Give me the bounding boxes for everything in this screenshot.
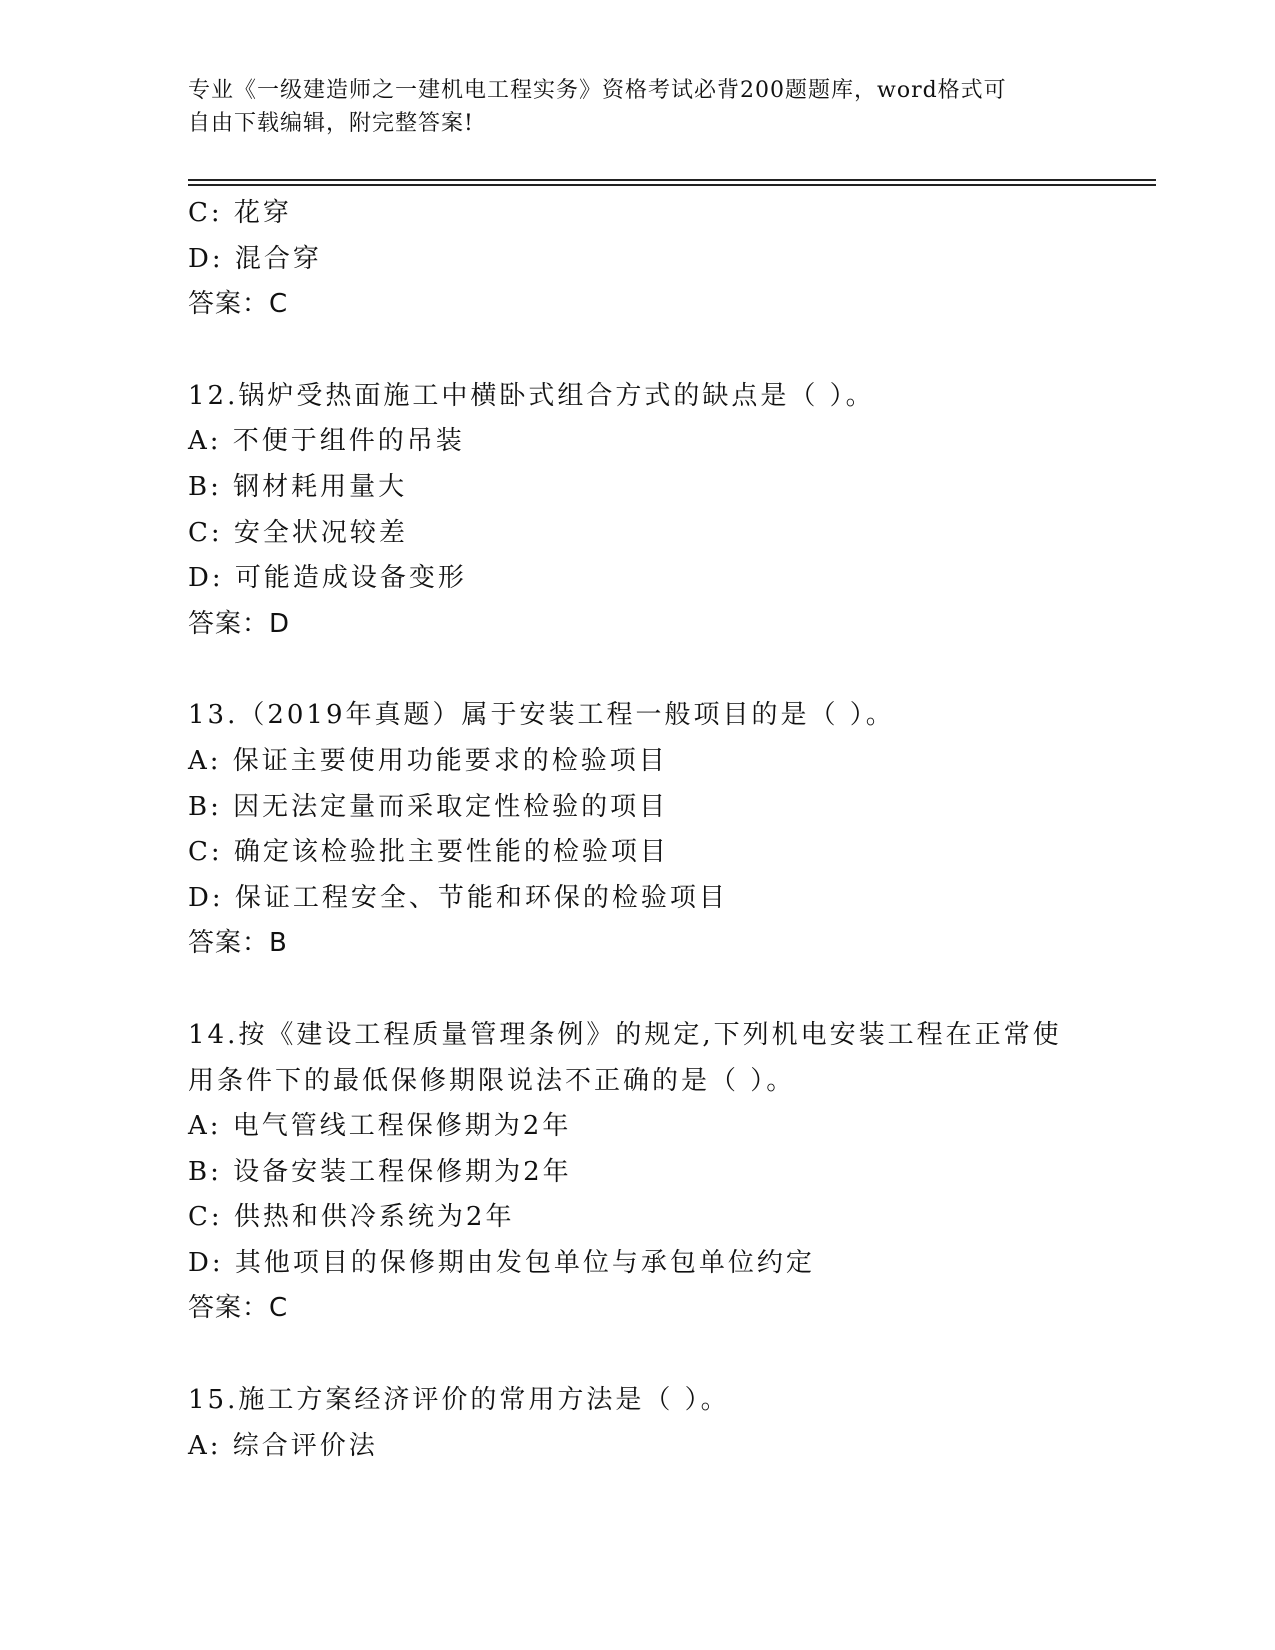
option-b: B: 设备安装工程保修期为2年 [188,1156,572,1187]
question-stem: 13.（2019年真题）属于安装工程一般项目的是（ ）。 [188,700,895,731]
option-a: A: 不便于组件的吊装 [188,426,465,457]
spacer [188,647,1088,693]
header-divider-bottom [188,184,1156,186]
document-header [188,74,1088,140]
option-c: C: 安全状况较差 [188,517,408,548]
option-c: C: 供热和供冷系统为2年 [188,1202,515,1233]
option-a: A: 保证主要使用功能要求的检验项目 [188,745,668,776]
spacer [188,1332,1088,1378]
question-11 [188,191,1088,328]
option-b: B: 因无法定量而采取定性检验的项目 [188,791,669,822]
question-14 [188,1013,1088,1332]
option-c: C: 花穿 [188,198,292,228]
answer-label: 答案：C [188,1293,289,1324]
option-d: D: 可能造成设备变形 [188,563,467,594]
spacer [188,967,1088,1013]
option-c: C: 确定该检验批主要性能的检验项目 [188,837,669,868]
question-list [188,191,1088,1469]
spacer [188,328,1088,374]
option-a: A: 综合评价法 [188,1430,378,1461]
header-divider-top [188,179,1156,181]
option-d: D: 其他项目的保修期由发包单位与承包单位约定 [188,1247,815,1278]
option-a: A: 电气管线工程保修期为2年 [188,1111,572,1142]
answer-label: 答案：C [188,289,289,320]
question-stem-line-1: 14.按《建设工程质量管理条例》的规定,下列机电安装工程在正常使 [188,1019,1062,1050]
answer-label: 答案：D [188,608,291,639]
question-13 [188,693,1088,967]
answer-label: 答案：B [188,928,288,959]
option-d: D: 混合穿 [188,243,322,274]
question-stem: 15.施工方案经济评价的常用方法是（ ）。 [188,1385,730,1416]
question-stem-line-2: 用条件下的最低保修期限说法不正确的是（ ）。 [188,1065,796,1096]
header-line-2: 自由下载编辑，附完整答案! [188,111,474,136]
header-line-1: 专业《一级建造师之一建机电工程实务》资格考试必背200题题库，word格式可 [188,78,1007,103]
question-12 [188,374,1088,648]
option-b: B: 钢材耗用量大 [188,471,408,502]
question-stem: 12.锅炉受热面施工中横卧式组合方式的缺点是（ ）。 [188,380,875,411]
question-15 [188,1378,1088,1469]
option-d: D: 保证工程安全、节能和环保的检验项目 [188,882,728,913]
